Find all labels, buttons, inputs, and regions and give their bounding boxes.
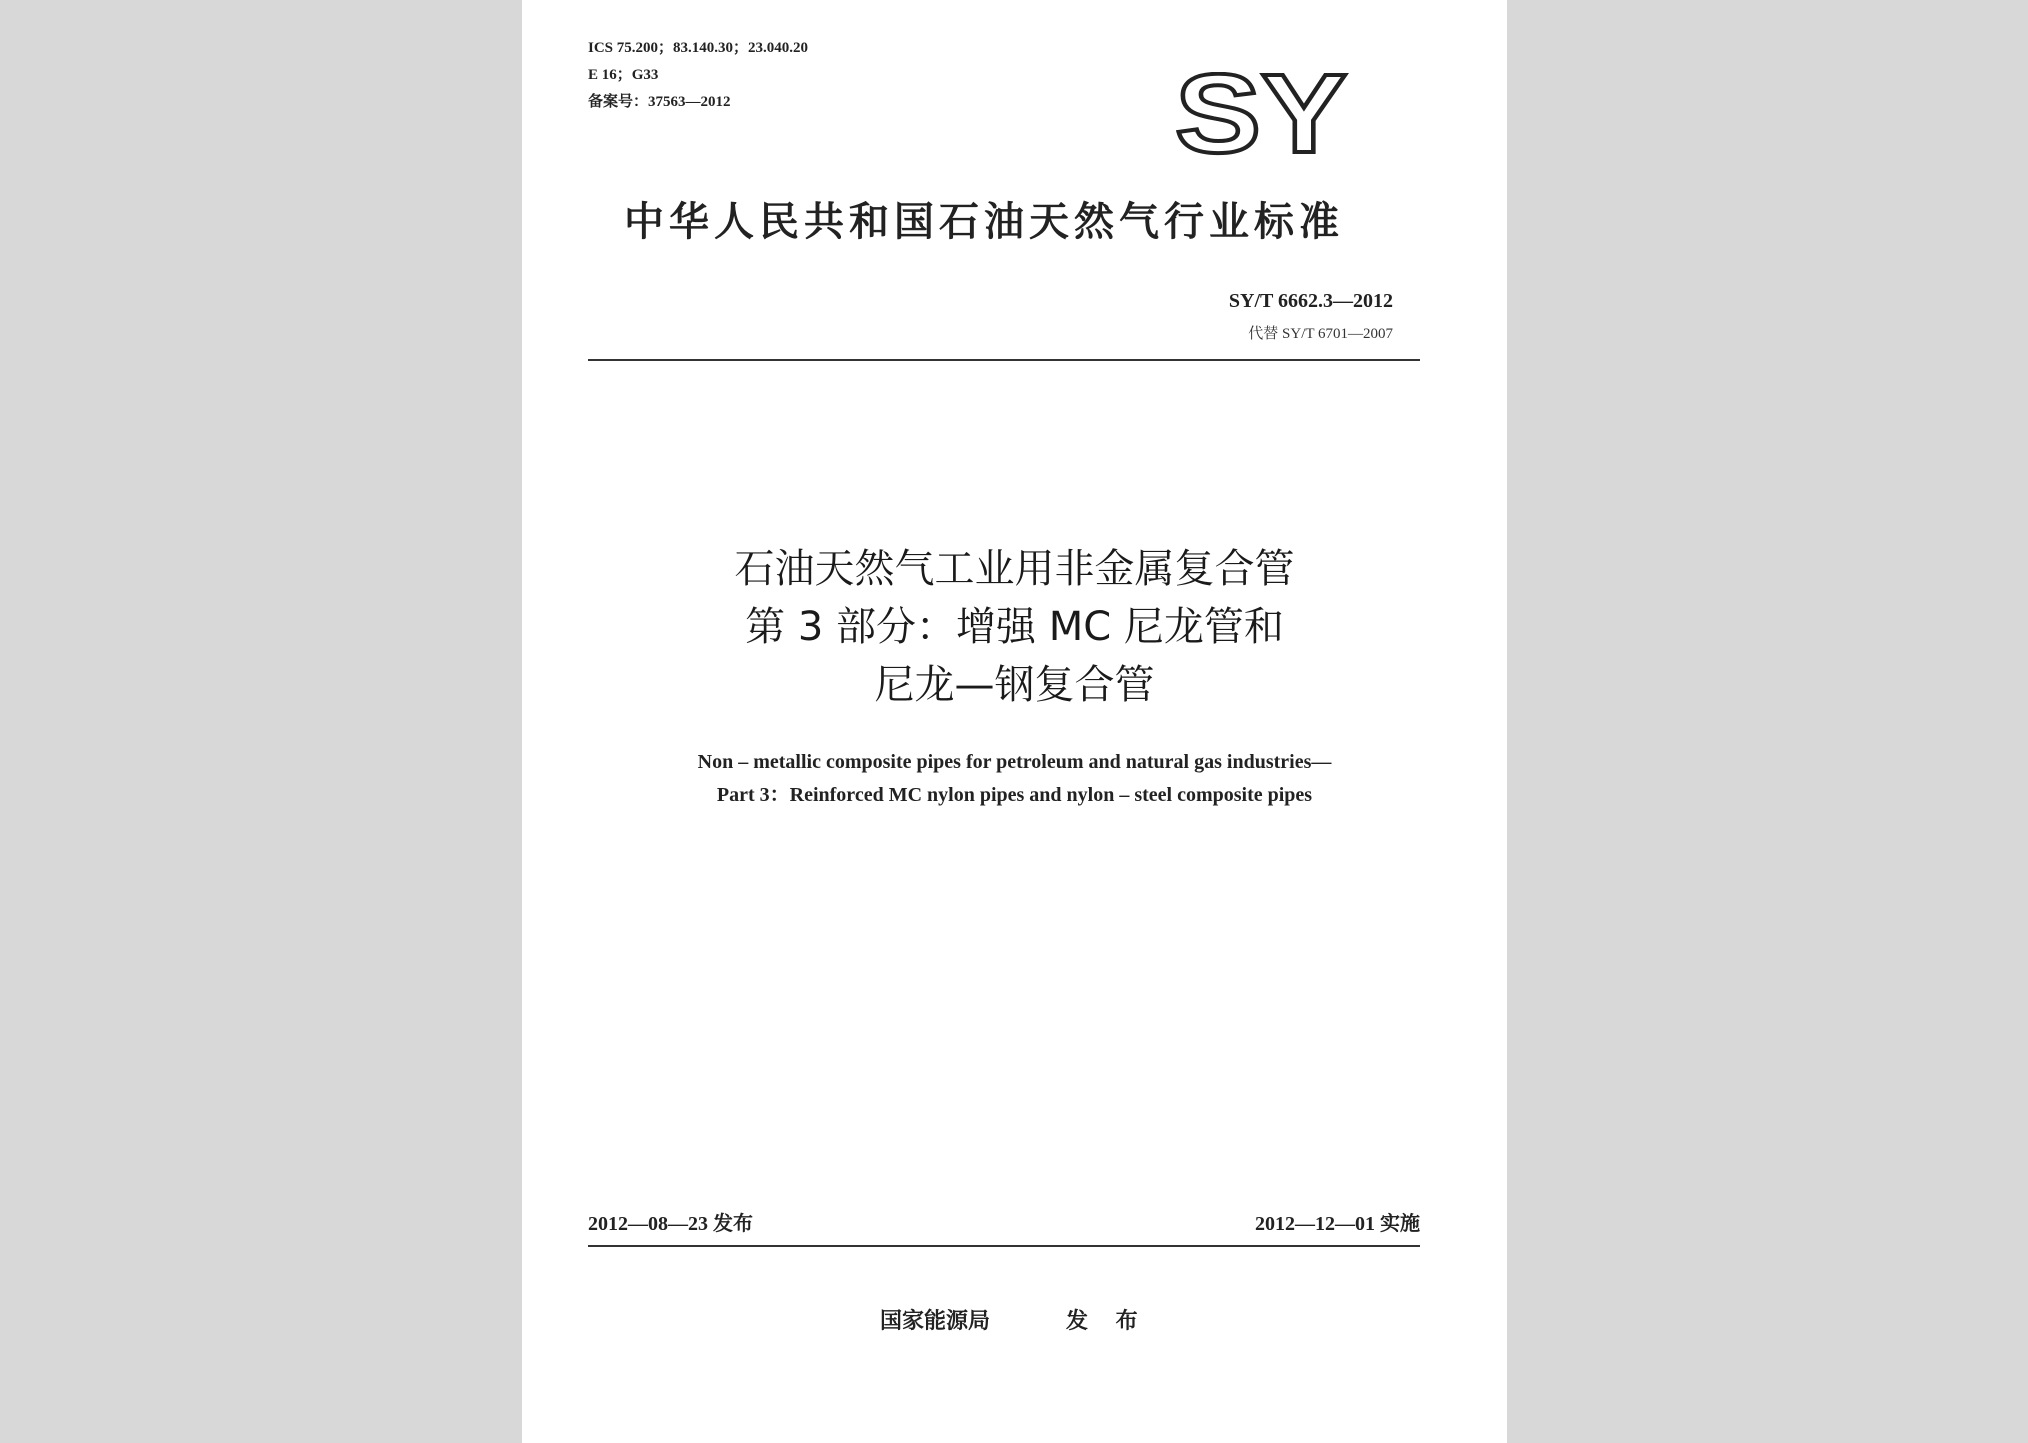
title-en-line-1: Non – metallic composite pipes for petroleum and natural gas industries— xyxy=(697,751,1332,773)
title-cn-line-2: 第 3 部分：增强 MC 尼龙管和 xyxy=(745,604,1284,650)
standard-number: SY/T 6662.3—2012 xyxy=(1228,290,1393,312)
document-page xyxy=(522,0,1507,1443)
title-cn-line-1: 石油天然气工业用非金属复合管 xyxy=(734,546,1295,592)
footer-divider xyxy=(588,1245,1420,1247)
sy-logo xyxy=(1170,72,1352,160)
classification-code: E 16；G33 xyxy=(588,67,659,83)
publish-label: 发 布 xyxy=(1066,1309,1148,1334)
org-title: 中华人民共和国石油天然气行业标准 xyxy=(624,199,1344,245)
title-cn-line-3: 尼龙—钢复合管 xyxy=(874,662,1155,708)
effective-date: 2012—12—01 实施 xyxy=(1255,1213,1420,1235)
record-number: 备案号：37563—2012 xyxy=(588,94,731,110)
replaces-standard: 代替 SY/T 6701—2007 xyxy=(1248,326,1393,342)
issue-date: 2012—08—23 发布 xyxy=(588,1213,753,1235)
ics-code: ICS 75.200；83.140.30；23.040.20 xyxy=(588,40,809,56)
logo-text: SY xyxy=(1175,72,1347,160)
title-en-line-2: Part 3：Reinforced MC nylon pipes and nylon – steel composite pipes xyxy=(716,784,1313,806)
publisher-name: 国家能源局 xyxy=(880,1309,991,1334)
header-divider xyxy=(588,359,1420,361)
